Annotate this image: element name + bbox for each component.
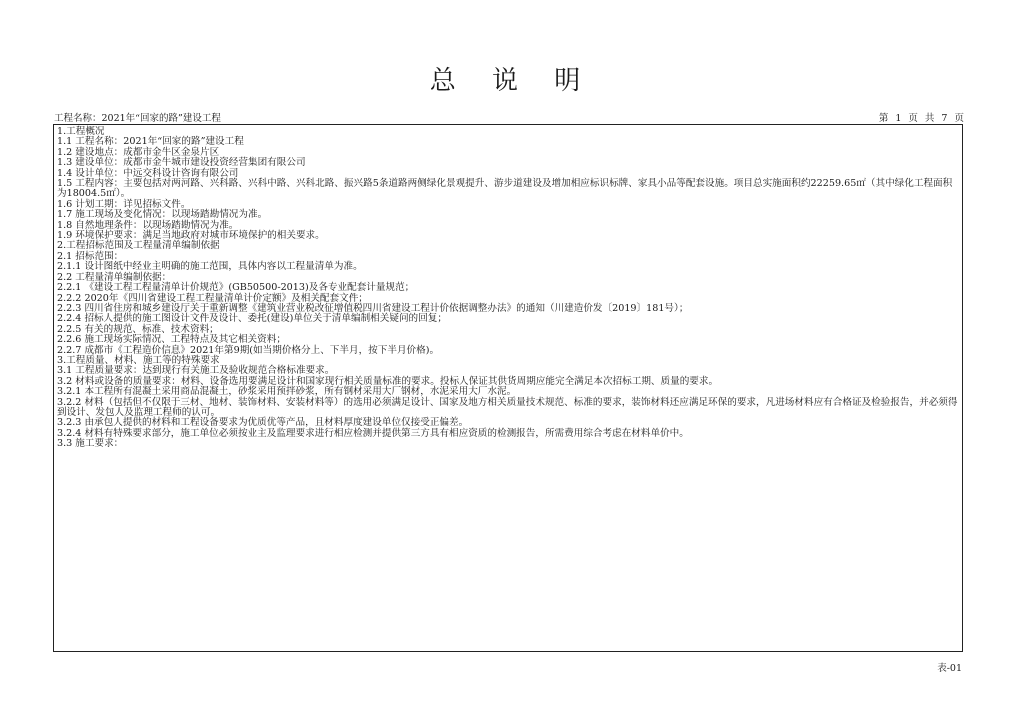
page-number: 第 1 页 共 7 页 xyxy=(878,113,964,124)
text-line: 1.2 建设地点：成都市金牛区金泉片区 xyxy=(57,146,220,158)
text-line: 3.2.4 材料有特殊要求部分，施工单位必须按业主及监理要求进行相应检测并提供第三方具有相应资质的检测报告，所需费用综合考虑在材料单价中。 xyxy=(57,427,689,439)
text-line: 1.1 工程名称：2021年“回家的路”建设工程 xyxy=(57,136,244,148)
text-line: 3.1 工程质量要求：达到现行有关施工及验收规范合格标准要求。 xyxy=(57,365,335,377)
text-line: 2.2.2 2020年《四川省建设工程工程量清单计价定额》及相关配套文件； xyxy=(57,292,368,304)
text-line: 1.工程概况 xyxy=(57,126,105,137)
text-line: 1.6 计划工期：详见招标文件。 xyxy=(57,198,191,210)
page-title: 总 说 明 xyxy=(429,66,595,96)
text-line: 2.2.6 施工现场实际情况、工程特点及其它相关资料； xyxy=(57,334,286,346)
text-line: 2.2.7 成都市《工程造价信息》2021年第9期(如当期价格分上、下半月，按下半月价格)。 xyxy=(57,344,440,356)
text-line: 2.1.1 设计图纸中经业主明确的施工范围，具体内容以工程量清单为准。 xyxy=(57,261,363,273)
header-row xyxy=(54,110,964,124)
text-line: 2.2.5 有关的规范、标准、技术资料； xyxy=(57,323,219,335)
text-line: 3.3 施工要求： xyxy=(57,438,124,450)
project-name: 工程名称：2021年“回家的路”建设工程 xyxy=(54,113,221,124)
text-line: 1.8 自然地理条件：以现场踏勘情况为准。 xyxy=(57,219,239,231)
text-line: 3.2.1 本工程所有混凝土采用商品混凝土，砂浆采用预拌砂浆，所有钢材采用大厂钢材，水泥采用大厂水泥。 xyxy=(57,386,517,398)
text-line: 3.2.2 材料（包括但不仅限于三材、地材、装饰材料、安装材料等）的选用必须满足设计、国家及地方相关质量技术规范、标准的要求，装饰材料还应满足环保的要求，凡进场材料应有合格证及检验报告，并必须得到设计、发包人及监理工程师的认可。 xyxy=(57,396,958,418)
content-frame xyxy=(53,124,963,652)
text-line: 1.5 工程内容：主要包括对两河路、兴科路、兴科中路、兴科北路、振兴路5条道路两侧绿化景观提升、游步道建设及增加相应标识标牌、家具小品等配套设施。项目总实施面积约22259.65㎡（其中绿化工程面积为18004.5㎡）。 xyxy=(57,178,953,200)
text-line: 1.3 建设单位：成都市金牛城市建设投资经营集团有限公司 xyxy=(57,157,306,169)
text-line: 1.9 环境保护要求：满足当地政府对城市环境保护的相关要求。 xyxy=(57,230,325,242)
text-line: 2.2.1 《建设工程工程量清单计价规范》(GB50500-2013)及各专业配套计量规范； xyxy=(57,282,415,294)
form-code: 表-01 xyxy=(937,663,962,674)
text-line: 1.7 施工现场及变化情况：以现场踏勘情况为准。 xyxy=(57,209,268,221)
text-line: 2.1 招标范围： xyxy=(57,250,124,262)
text-line: 3.2 材料或设备的质量要求：材料、设备选用要满足设计和国家现行相关质量标准的要求。投标人保证其供货周期应能完全满足本次招标工期、质量的要求。 xyxy=(57,375,719,387)
text-line: 2.2.3 四川省住房和城乡建设厅关于重新调整《建筑业营业税改征增值税四川省建设工程计价依据调整办法》的通知（川建造价发〔2019〕181号）； xyxy=(57,302,689,314)
text-line: 2.2 工程量清单编制依据： xyxy=(57,271,172,283)
text-line: 3.2.3 由承包人提供的材料和工程设备要求为优质优等产品，且材料厚度建设单位仅接受正偏差。 xyxy=(57,417,469,429)
text-line: 3.工程质量、材料、施工等的特殊要求 xyxy=(57,354,220,366)
text-line: 1.4 设计单位：中远交科设计咨询有限公司 xyxy=(57,167,239,179)
text-line: 2.2.4 招标人提供的施工图设计文件及设计、委托(建设)单位关于清单编制相关疑问的回复； xyxy=(57,313,447,325)
text-line: 2.工程招标范围及工程量清单编制依据 xyxy=(57,240,220,252)
